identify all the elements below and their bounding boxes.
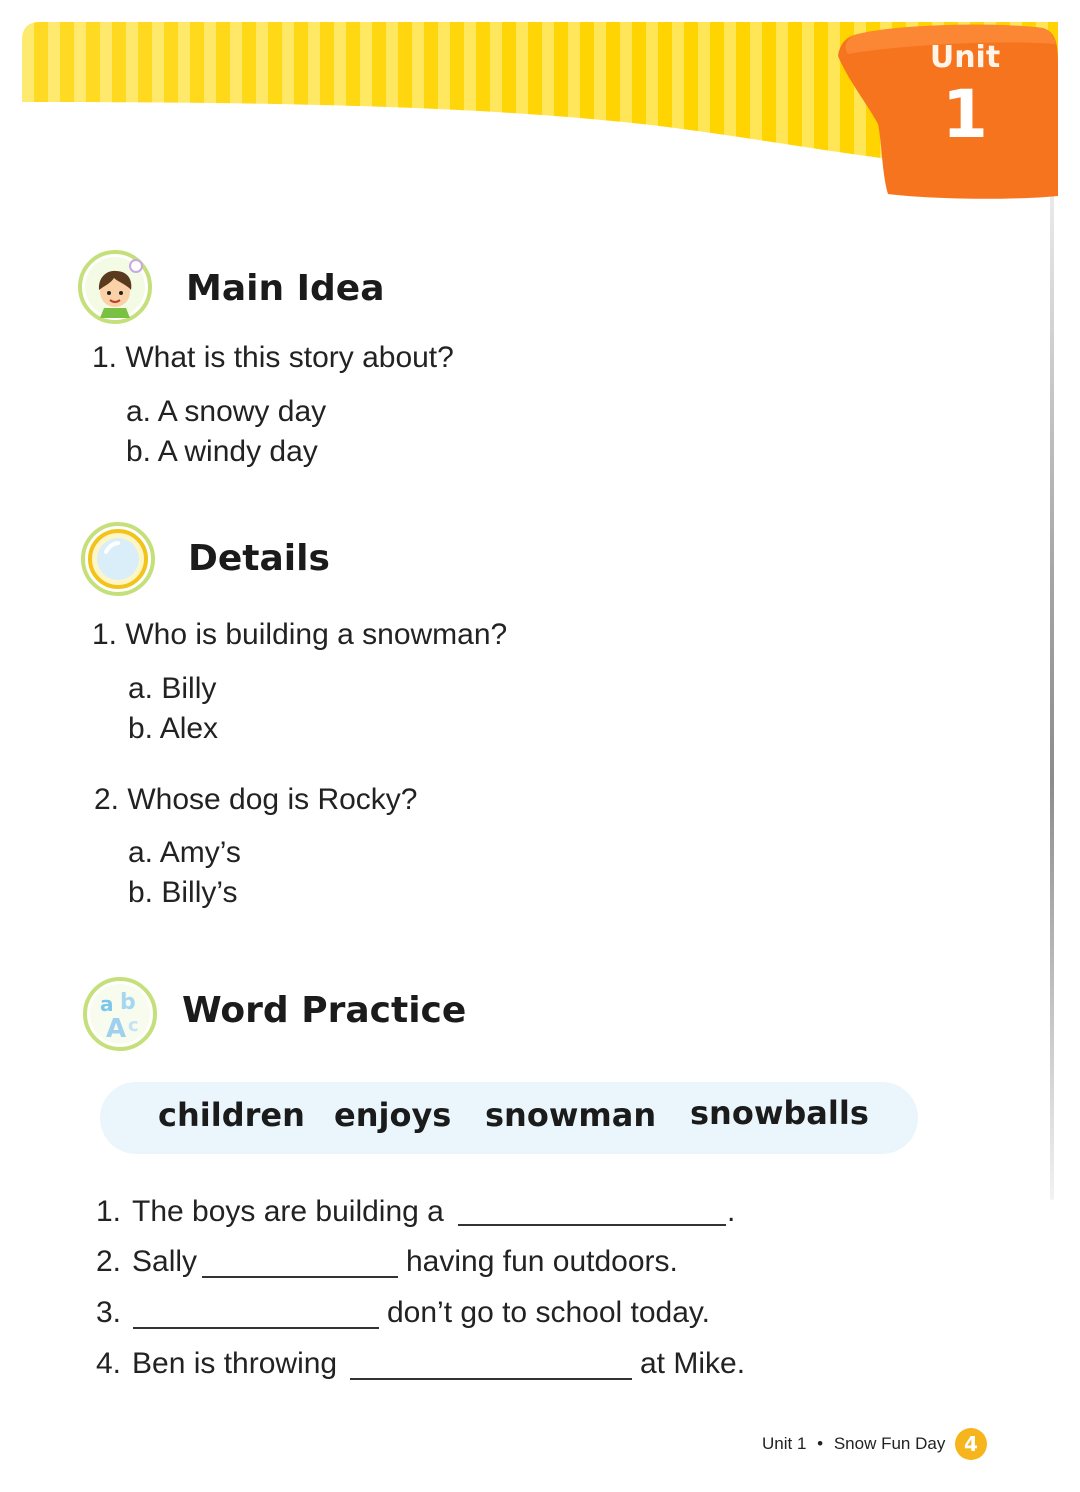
- details-q2-option-b[interactable]: b. Billy’s: [128, 876, 238, 909]
- main-idea-q1-option-b[interactable]: b. A windy day: [126, 435, 318, 468]
- word-bank-item-enjoys: enjoys: [334, 1096, 452, 1134]
- details-q1-option-a[interactable]: a. Billy: [128, 672, 217, 705]
- footer-unit-label: Unit 1: [762, 1434, 807, 1453]
- details-title: Details: [188, 538, 330, 579]
- details-question-1: 1. Who is building a snowman?: [92, 618, 508, 651]
- boy-face-icon: [78, 248, 156, 326]
- sentence-3-end: don’t go to school today.: [387, 1296, 710, 1329]
- letters-abc-icon: [82, 975, 160, 1053]
- word-bank-item-snowballs: snowballs: [690, 1094, 869, 1132]
- sentence-3-blank[interactable]: [133, 1327, 379, 1329]
- word-practice-title: Word Practice: [182, 990, 467, 1031]
- sentence-2-blank[interactable]: [202, 1276, 398, 1278]
- sentence-1-blank[interactable]: [458, 1224, 726, 1226]
- page-number: 4: [955, 1428, 987, 1460]
- sentence-2-text: Sally: [132, 1245, 198, 1278]
- sentence-2-end: having fun outdoors.: [406, 1245, 678, 1278]
- svg-text:a: a: [100, 992, 114, 1016]
- sentence-4-number: 4.: [96, 1347, 122, 1380]
- sentence-4-blank[interactable]: [350, 1378, 632, 1380]
- sentence-2-number: 2.: [96, 1245, 122, 1278]
- details-q1-option-b[interactable]: b. Alex: [128, 712, 219, 745]
- sentence-3-number: 3.: [96, 1296, 122, 1329]
- sentence-1-number: 1.: [96, 1195, 122, 1228]
- main-idea-title: Main Idea: [186, 268, 385, 309]
- unit-number: 1: [942, 76, 988, 153]
- main-idea-q1-option-a[interactable]: a. A snowy day: [126, 395, 327, 428]
- sentence-4-end: at Mike.: [640, 1347, 746, 1380]
- sentence-1-end: .: [727, 1195, 736, 1228]
- svg-text:c: c: [128, 1015, 139, 1036]
- sentence-1-text: The boys are building a: [132, 1195, 444, 1228]
- page-binding-shadow: [1050, 150, 1054, 1200]
- footer-separator: •: [817, 1434, 824, 1453]
- details-question-2: 2. Whose dog is Rocky?: [94, 783, 418, 816]
- magnifying-glass-icon: [80, 520, 158, 598]
- word-bank-item-children: children: [158, 1096, 305, 1134]
- sentence-4-text: Ben is throwing: [132, 1347, 338, 1380]
- svg-text:A: A: [106, 1014, 127, 1044]
- details-q2-option-a[interactable]: a. Amy’s: [128, 836, 241, 869]
- word-bank-item-snowman: snowman: [485, 1096, 657, 1134]
- unit-label: Unit: [929, 40, 1001, 75]
- main-idea-question-1: 1. What is this story about?: [92, 341, 454, 374]
- footer-story-title: Snow Fun Day: [833, 1434, 946, 1453]
- svg-text:b: b: [120, 990, 136, 1015]
- page-footer: [762, 1434, 945, 1454]
